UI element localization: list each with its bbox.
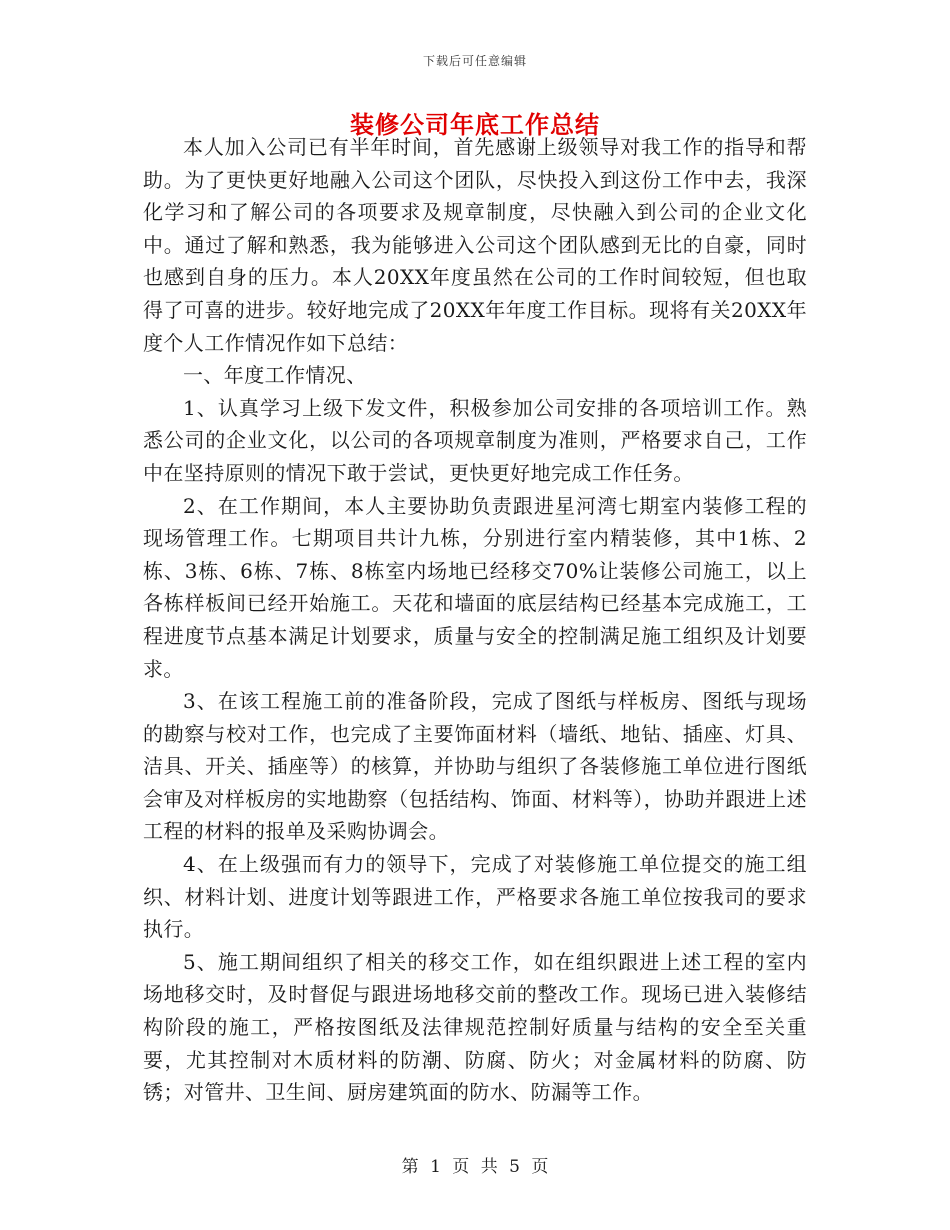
document-body (143, 131, 807, 1109)
paragraph-item-2: 2、在工作期间，本人主要协助负责跟进星河湾七期室内装修工程的现场管理工作。七期项目共计九栋，分别进行室内精装修，其中1栋、2栋、3栋、6栋、7栋、8栋室内场地已经移交70%让装修公司施工，以上各栋样板间已经开始施工。天花和墙面的底层结构已经基本完成施工，工程进度节点基本满足计划要求，质量与安全的控制满足施工组织及计划要求。 (143, 493, 807, 681)
header-note: 下载后可任意编辑 (422, 54, 527, 68)
paragraph-item-3: 3、在该工程施工前的准备阶段，完成了图纸与样板房、图纸与现场的勘察与校对工作，也完成了主要饰面材料（墙纸、地钻、插座、灯具、洁具、开关、插座等）的核算，并协助与组织了各装修施工单位进行图纸会审及对样板房的实地勘察（包括结构、饰面、材料等），协助并跟进上述工程的材料的报单及采购协调会。 (143, 689, 807, 844)
page-number-footer: 第 1 页 共 5 页 (401, 1157, 549, 1177)
paragraph-item-5: 5、施工期间组织了相关的移交工作，如在组织跟进上述工程的室内场地移交时，及时督促与跟进场地移交前的整改工作。现场已进入装修结构阶段的施工，严格按图纸及法律规范控制好质量与结构的安全至关重要，尤其控制对木质材料的防潮、防腐、防火；对金属材料的防腐、防锈；对管井、卫生间、厨房建筑面的防水、防漏等工作。 (143, 949, 807, 1105)
paragraph-item-4: 4、在上级强而有力的领导下，完成了对装修施工单位提交的施工组织、材料计划、进度计划等跟进工作，严格要求各施工单位按我司的要求执行。 (143, 852, 807, 942)
section-heading-annual-work: 一、年度工作情况、 (183, 363, 367, 388)
paragraph-item-1: 1、认真学习上级下发文件，积极参加公司安排的各项培训工作。熟悉公司的企业文化，以公司的各项规章制度为准则，严格要求自己，工作中在坚持原则的情况下敢于尝试，更快更好地完成工作任务。 (143, 395, 807, 485)
document-title: 装修公司年底工作总结 (350, 110, 600, 139)
paragraph-intro: 本人加入公司已有半年时间，首先感谢上级领导对我工作的指导和帮助。为了更快更好地融入公司这个团队，尽快投入到这份工作中去，我深化学习和了解公司的各项要求及规章制度，尽快融入到公司的企业文化中。通过了解和熟悉，我为能够进入公司这个团队感到无比的自豪，同时也感到自身的压力。本人20XX年度虽然在公司的工作时间较短，但也取得了可喜的进步。较好地完成了20XX年年度工作目标。现将有关20XX年度个人工作情况作如下总结： (143, 135, 807, 355)
